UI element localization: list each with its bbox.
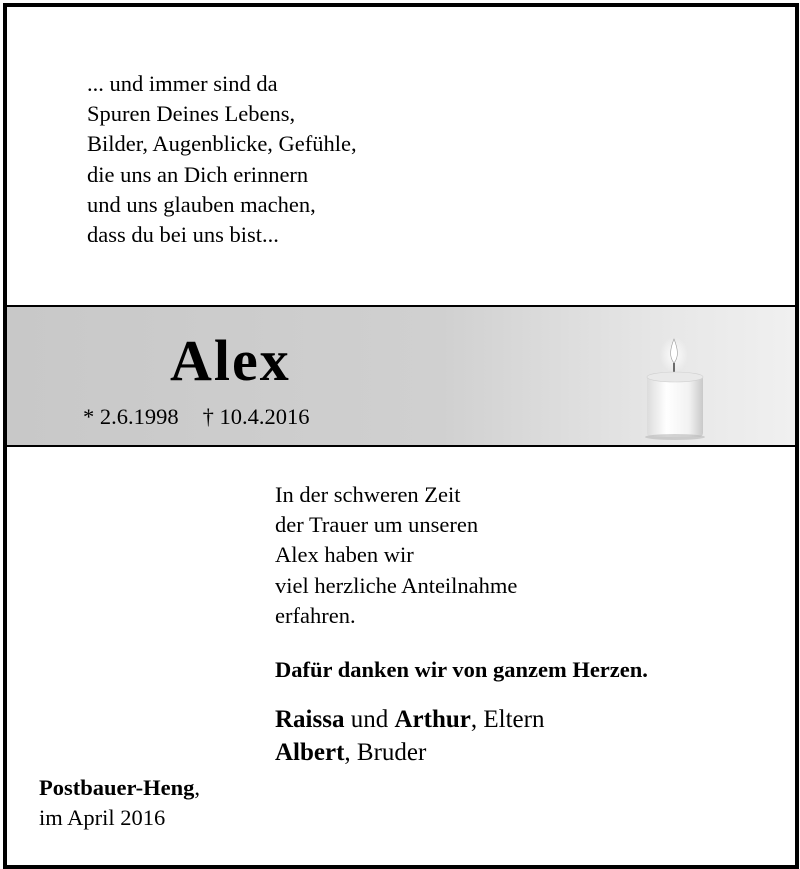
candle-icon <box>637 333 707 441</box>
parents-role: , Eltern <box>470 706 545 733</box>
obituary-frame <box>3 3 799 869</box>
brother-line <box>275 736 544 769</box>
thanks-line: Alex haben wir <box>275 542 414 568</box>
death-date: † 10.4.2016 <box>202 404 310 429</box>
poem <box>87 69 357 250</box>
brother-role: , Bruder <box>344 739 427 766</box>
town-comma: , <box>194 775 201 800</box>
birth-date: * 2.6.1998 <box>83 404 179 429</box>
poem-line: Bilder, Augenblicke, Gefühle, <box>87 131 357 157</box>
thanks-line: der Trauer um unseren <box>275 512 479 538</box>
life-dates <box>83 404 310 430</box>
conjunction: und <box>344 706 395 733</box>
deceased-name: Alex <box>170 328 291 393</box>
parents-line <box>275 703 544 736</box>
name-banner <box>7 305 795 447</box>
father-name: Arthur <box>394 706 471 733</box>
poem-line: Spuren Deines Lebens, <box>87 101 296 127</box>
poem-line: die uns an Dich erinnern <box>87 161 309 187</box>
place-and-date <box>39 773 200 833</box>
mother-name: Raissa <box>275 706 345 733</box>
thanks-line: viel herzliche Anteilnahme <box>275 572 518 598</box>
brother-name: Albert <box>275 739 345 766</box>
poem-line: dass du bei uns bist... <box>87 222 279 248</box>
thanks-line: erfahren. <box>275 602 356 628</box>
notice-date: im April 2016 <box>39 805 166 830</box>
place-line <box>39 773 200 803</box>
thanks-text <box>275 480 517 631</box>
closing-thanks: Dafür danken wir von ganzem Herzen. <box>275 657 648 682</box>
town-name: Postbauer-Heng <box>39 775 195 800</box>
poem-line: und uns glauben machen, <box>87 191 316 217</box>
poem-line: ... und immer sind da <box>87 71 278 96</box>
thanks-line: In der schweren Zeit <box>275 482 461 507</box>
family-signature <box>275 703 544 769</box>
